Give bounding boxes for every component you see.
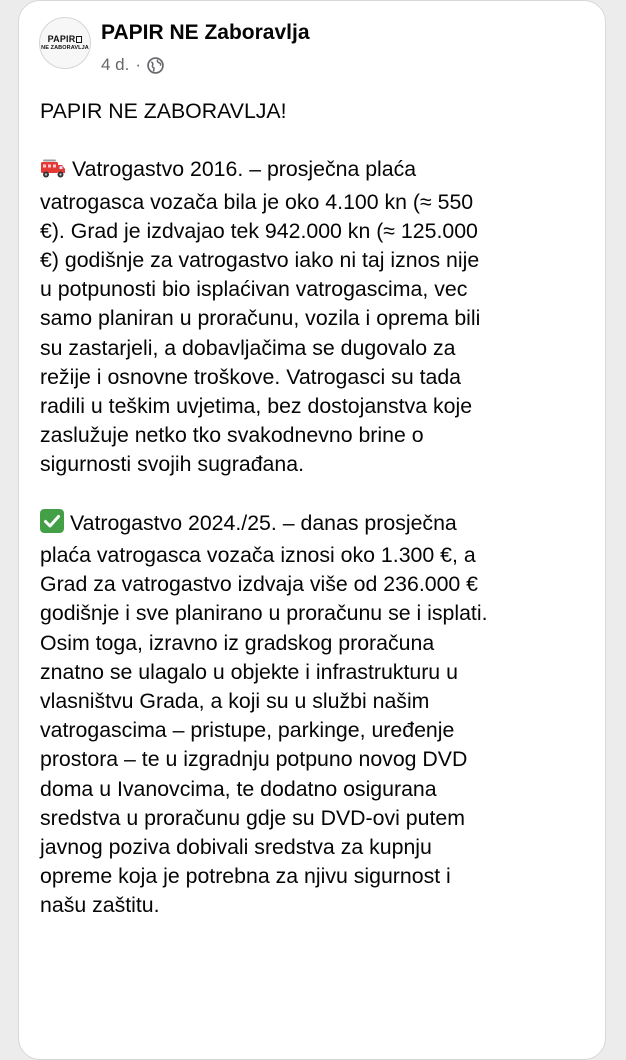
paragraph-line: vatrogasca vozača bila je oko 4.100 kn (≈ 550 [40, 189, 474, 214]
post-timestamp[interactable]: 4 d. [101, 55, 130, 74]
paragraph-line: €) godišnje za vatrogastvo iako ni taj iznos nije [40, 248, 480, 272]
globe-icon[interactable] [147, 57, 164, 74]
paragraph-line: prostora – te u izgradnju potpuno novog DVD [40, 747, 468, 772]
paragraph-line: vlasništvu Grada, a koji su u službi našim [40, 689, 430, 714]
paragraph-line: našu zaštitu. [40, 893, 160, 918]
paragraph-line: sredstva u proračunu gdje su DVD-ovi putem [40, 805, 465, 830]
paragraph-line: Grad za vatrogastvo izdvaja više od 236.000 € [40, 572, 479, 597]
paragraph-2024 [40, 509, 600, 921]
paragraph-line: samo planiran u proračunu, vozila i oprema bili [40, 306, 481, 331]
paragraph-line: vatrogascima – pristupe, parkinge, uređenje [40, 718, 455, 743]
paragraph-line: su zastarjeli, a dobavljačima se dugovalo za [40, 335, 456, 360]
paragraph-line: sigurnosti svojih sugrađana. [40, 452, 304, 477]
avatar-logo-top: PAPIR [48, 34, 83, 44]
check-mark-icon [40, 509, 64, 541]
post-header [39, 15, 585, 85]
avatar-logo-bottom: NE ZABORAVLJA [41, 45, 89, 51]
paragraph-line: Vatrogastvo 2016. – prosječna plaća [40, 155, 600, 187]
fire-truck-icon [40, 157, 66, 187]
paragraph-line: godišnje i sve planirano u proračunu se i isplati. [40, 601, 488, 626]
paragraph-line: znatno se ulagalo u objekte i infrastrukturu u [40, 659, 458, 684]
page-name-link[interactable]: PAPIR NE Zaboravlja [101, 21, 310, 44]
paragraph-2016 [40, 155, 600, 479]
paragraph-line: u potpunosti bio isplaćivan vatrogascima, vec [40, 277, 468, 302]
post-text [40, 97, 600, 921]
paragraph-line: javnog poziva dobivali sredstva za kupnju [40, 835, 432, 860]
document-icon [76, 36, 82, 43]
paragraph-line: plaća vatrogasca vozača iznosi oko 1.300 €, a [40, 543, 476, 568]
paragraph-line: Osim toga, izravno iz gradskog proračuna [40, 630, 435, 655]
paragraph-line: zaslužuje netko tko svakodnevno brine o [40, 423, 424, 448]
post-meta [101, 55, 164, 75]
paragraph-line: Vatrogastvo 2024./25. – danas prosječna [40, 509, 600, 541]
paragraph-line: režije i osnovne troškove. Vatrogasci su tada [40, 364, 462, 389]
paragraph-line: doma u Ivanovcima, te dodatno osigurana [40, 776, 437, 801]
paragraph-line: opreme koja je potrebna za njivu sigurnost i [40, 864, 451, 889]
paragraph-line: €). Grad je izdvajao tek 942.000 kn (≈ 125.000 [40, 218, 478, 243]
meta-separator: · [135, 55, 142, 74]
paragraph-line: radili u teškim uvjetima, bez dostojanstva koje [40, 394, 473, 419]
post-title: PAPIR NE ZABORAVLJA! [40, 99, 287, 123]
post-card [18, 0, 606, 1060]
avatar[interactable] [39, 17, 91, 69]
